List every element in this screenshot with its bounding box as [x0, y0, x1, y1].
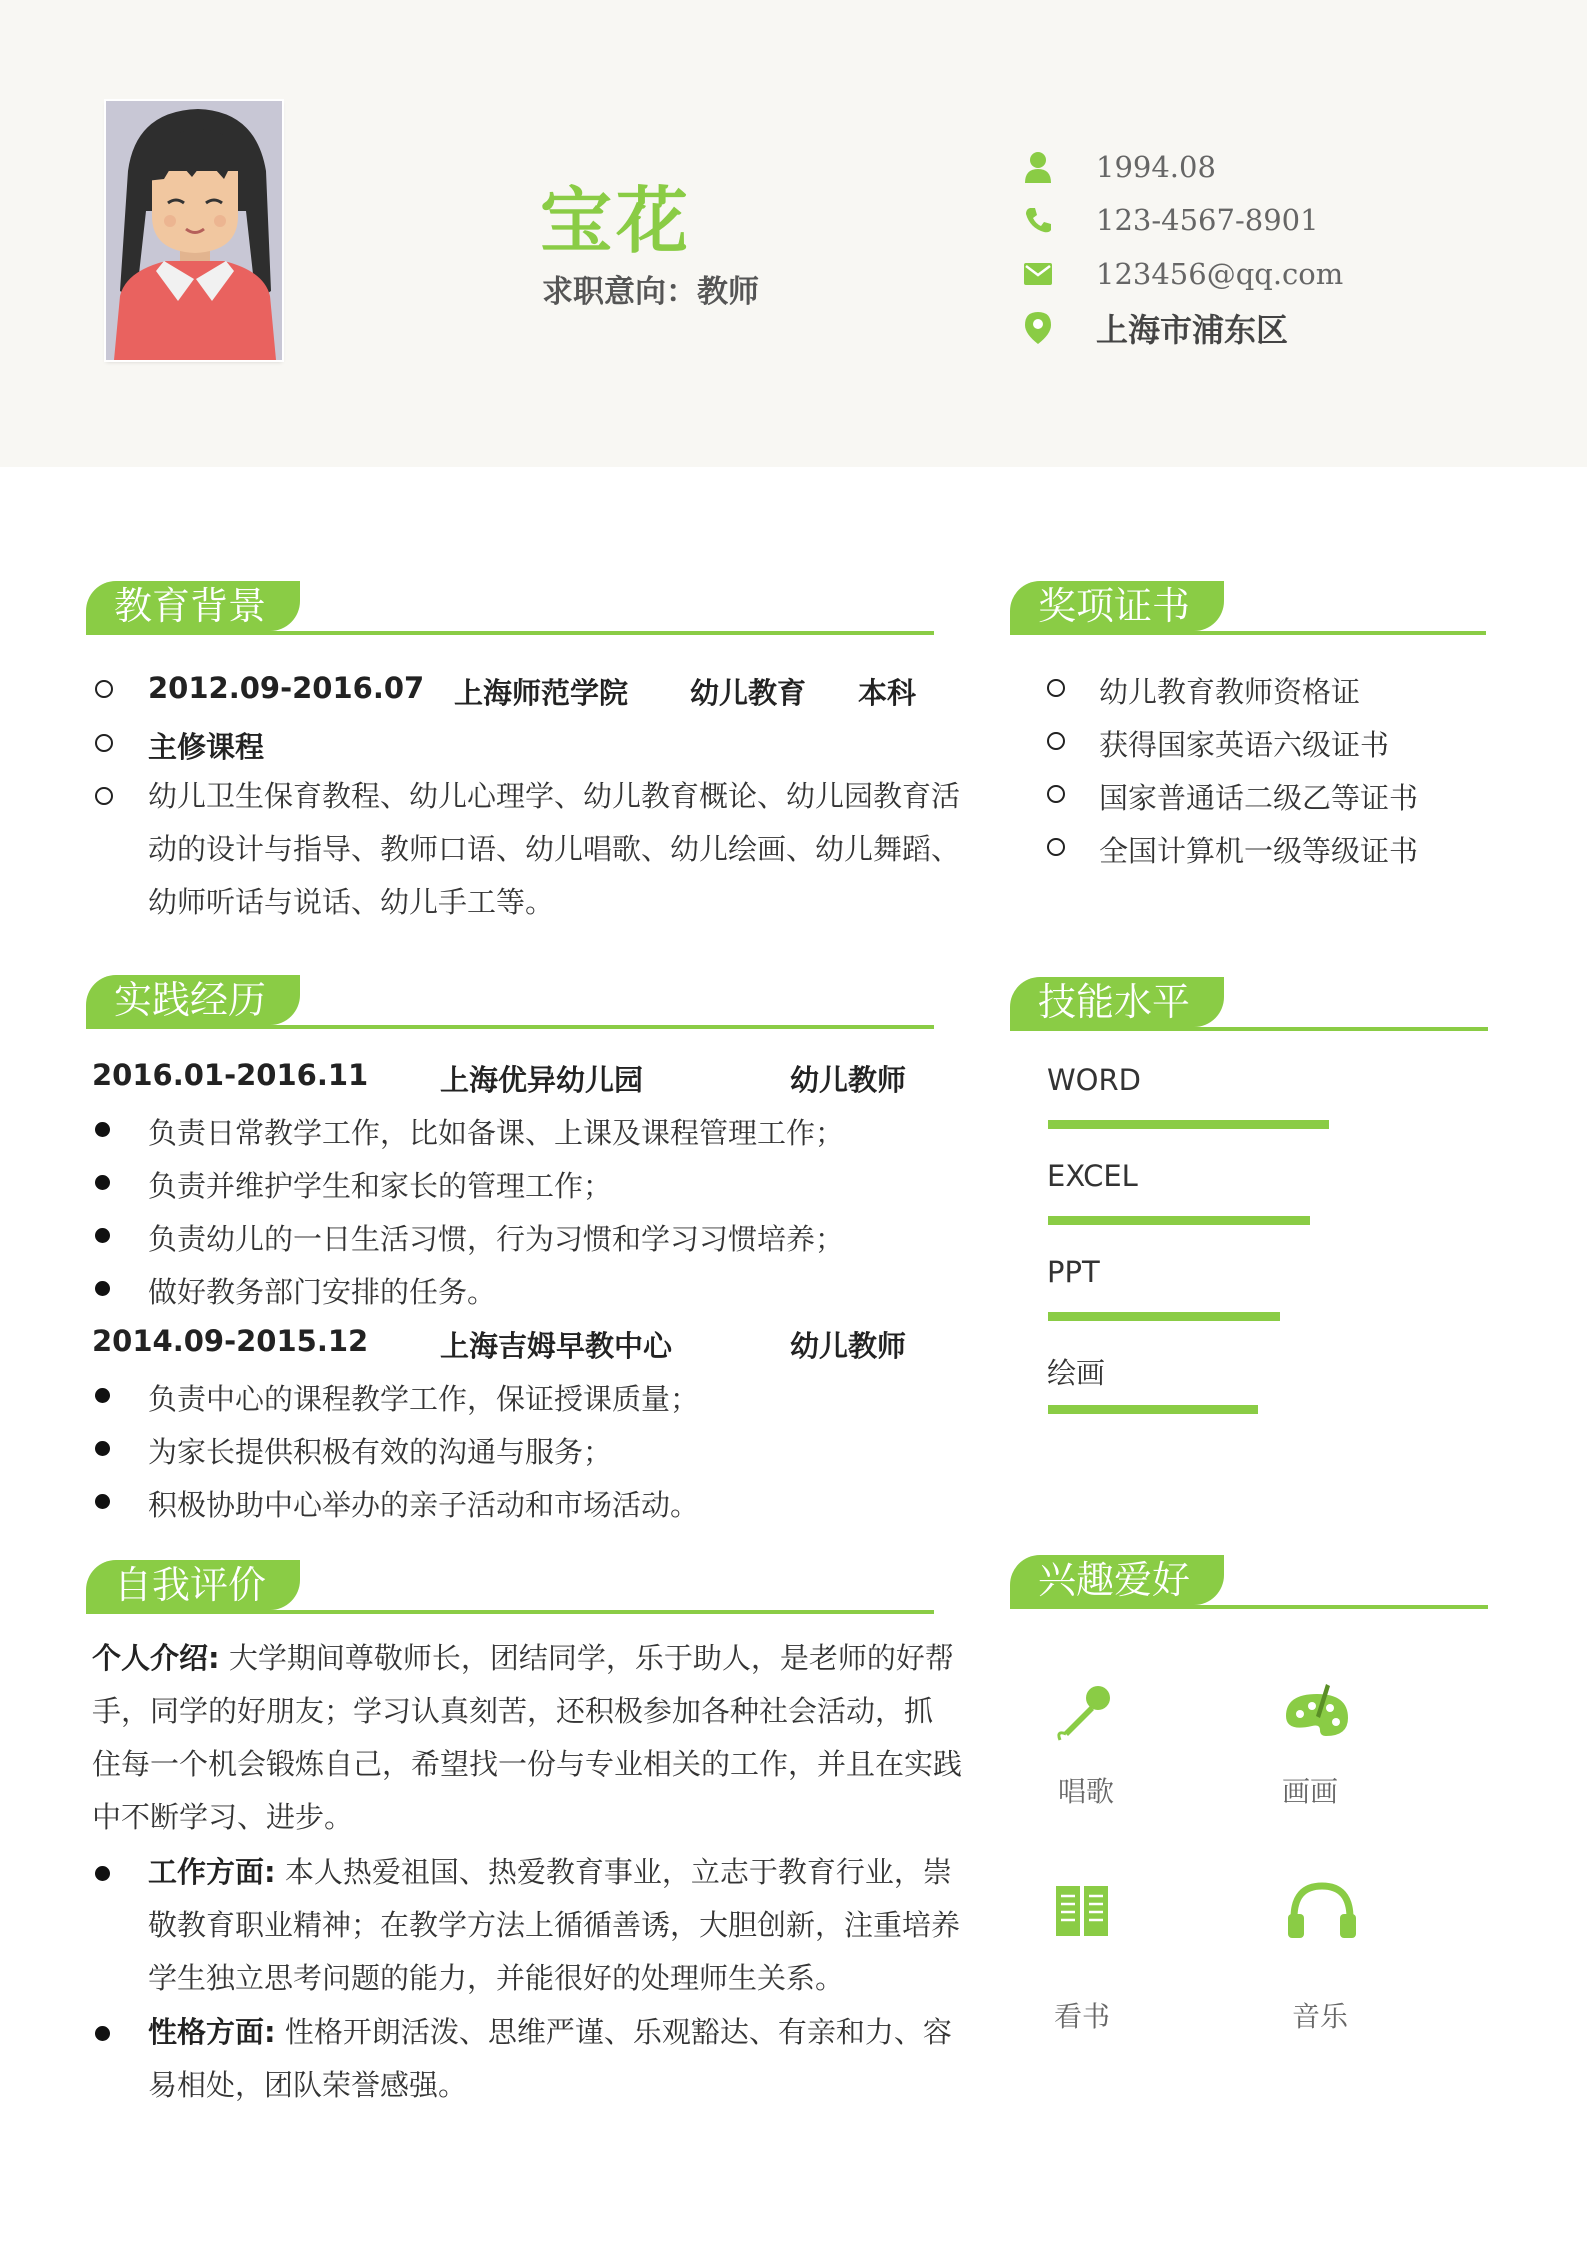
section-divider: [1010, 1027, 1488, 1031]
award-item: 幼儿教育教师资格证: [1099, 675, 1361, 709]
location-pin-icon: [1020, 310, 1056, 346]
skill-name: PPT: [1047, 1255, 1100, 1289]
skill-name: EXCEL: [1047, 1159, 1138, 1193]
intro-label: 个人介绍:: [92, 1641, 220, 1675]
bullet-dot-icon: [95, 1388, 110, 1403]
skill-bar-drawing: [1048, 1405, 1258, 1414]
job-duty: 做好教务部门安排的任务。: [148, 1275, 497, 1309]
skill-bar-ppt: [1048, 1312, 1280, 1321]
section-title: 实践经历: [86, 975, 300, 1025]
mail-icon: [1020, 256, 1056, 292]
award-item: 全国计算机一级等级证书: [1099, 834, 1419, 868]
intro-line: [92, 1632, 954, 1685]
course-line: 动的设计与指导、教师口语、幼儿唱歌、幼儿绘画、幼儿舞蹈、: [148, 832, 961, 866]
contact-email: [1020, 254, 1343, 294]
avatar-illustration-icon: [106, 101, 282, 360]
job-period: 2016.01-2016.11: [92, 1058, 369, 1092]
job-intent: 求职意向：教师: [542, 274, 759, 310]
bullet-dot-icon: [95, 1494, 110, 1509]
contact-phone: [1020, 200, 1319, 240]
ring-bullet-icon: [1047, 679, 1065, 697]
ring-bullet-icon: [95, 680, 113, 698]
course-line: 幼儿卫生保育教程、幼儿心理学、幼儿教育概论、幼儿园教育活: [148, 779, 961, 813]
hobby-label: 画画: [1281, 1775, 1338, 1808]
section-title: 奖项证书: [1010, 581, 1224, 631]
ring-bullet-icon: [1047, 838, 1065, 856]
work-line: 学生独立思考问题的能力，并能很好的处理师生关系。: [148, 1961, 845, 1995]
character-paragraph: [148, 2006, 952, 2112]
intro-paragraph: [92, 1632, 963, 1844]
job-period: 2014.09-2015.12: [92, 1324, 369, 1358]
work-line: 敬教育职业精神；在教学方法上循循善诱，大胆创新，注重培养: [148, 1908, 961, 1942]
hobby-label: 看书: [1053, 2000, 1110, 2033]
bullet-dot-icon: [95, 1122, 110, 1137]
section-divider: [86, 1610, 934, 1614]
job-org: 上海优异幼儿园: [440, 1063, 644, 1097]
phone-icon: [1020, 202, 1056, 238]
character-line: 易相处，团队荣誉感强。: [148, 2068, 468, 2102]
home-address: 上海市浦东区: [1096, 311, 1289, 349]
contact-address: [1020, 308, 1288, 348]
edu-degree: 本科: [858, 676, 917, 710]
ring-bullet-icon: [1047, 732, 1065, 750]
work-label: 工作方面:: [148, 1855, 276, 1889]
bullet-dot-icon: [95, 1866, 110, 1881]
profile-photo: [106, 101, 282, 360]
ring-bullet-icon: [95, 734, 113, 752]
work-line: [148, 1846, 952, 1899]
bullet-dot-icon: [95, 1281, 110, 1296]
character-line: [148, 2006, 952, 2059]
intro-text: 大学期间尊敬师长，团结同学，乐于助人，是老师的好帮: [219, 1641, 954, 1675]
section-title: 技能水平: [1010, 977, 1224, 1027]
course-line: 幼师听话与说话、幼儿手工等。: [148, 885, 555, 919]
skill-name: 绘画: [1047, 1356, 1106, 1390]
job-duty: 积极协助中心举办的亲子活动和市场活动。: [148, 1488, 700, 1522]
course-list: [148, 770, 960, 929]
book-icon: [1052, 1880, 1112, 1944]
microphone-icon: [1054, 1680, 1118, 1748]
section-divider: [1010, 631, 1486, 635]
skill-name: WORD: [1047, 1063, 1141, 1097]
section-header-experience: [86, 975, 934, 1029]
section-title: 教育背景: [86, 581, 300, 631]
candidate-name: 宝花: [540, 179, 693, 263]
section-header-education: [86, 581, 934, 635]
character-text: 性格开朗活泼、思维严谨、乐观豁达、有亲和力、容: [275, 2015, 952, 2049]
bullet-dot-icon: [95, 1441, 110, 1456]
section-header-skills: [1010, 977, 1488, 1031]
section-header-awards: [1010, 581, 1486, 635]
job-org: 上海吉姆早教中心: [440, 1329, 673, 1363]
job-role: 幼儿教师: [790, 1329, 907, 1363]
award-item: 国家普通话二级乙等证书: [1099, 781, 1419, 815]
phone-number: 123-4567-8901: [1096, 203, 1319, 237]
job-duty: 负责幼儿的一日生活习惯，行为习惯和学习习惯培养；: [148, 1222, 845, 1256]
hobby-label: 唱歌: [1057, 1775, 1114, 1808]
section-title: 兴趣爱好: [1010, 1555, 1224, 1605]
ring-bullet-icon: [1047, 785, 1065, 803]
ring-bullet-icon: [95, 787, 113, 805]
course-title: 主修课程: [148, 730, 265, 764]
job-duty: 负责中心的课程教学工作，保证授课质量；: [148, 1382, 700, 1416]
skill-bar-excel: [1048, 1216, 1310, 1225]
section-divider: [86, 1025, 934, 1029]
job-duty: 负责日常教学工作，比如备课、上课及课程管理工作；: [148, 1116, 845, 1150]
person-icon: [1020, 149, 1056, 185]
section-title: 自我评价: [86, 1560, 300, 1610]
edu-period: 2012.09-2016.07: [148, 671, 425, 705]
email-address: 123456@qq.com: [1096, 257, 1344, 291]
character-label: 性格方面:: [148, 2015, 276, 2049]
award-item: 获得国家英语六级证书: [1099, 728, 1390, 762]
work-paragraph: [148, 1846, 961, 2005]
bullet-dot-icon: [95, 1228, 110, 1243]
bullet-dot-icon: [95, 2026, 110, 2041]
work-text: 本人热爱祖国、热爱教育事业，立志于教育行业，崇: [275, 1855, 952, 1889]
birth-date: 1994.08: [1096, 150, 1216, 184]
skill-bar-word: [1048, 1120, 1329, 1129]
contact-birth: [1020, 147, 1216, 187]
intro-line: 中不断学习、进步。: [92, 1800, 354, 1834]
palette-icon: [1282, 1680, 1352, 1748]
edu-major: 幼儿教育: [690, 676, 807, 710]
job-role: 幼儿教师: [790, 1063, 907, 1097]
intro-line: 手，同学的好朋友；学习认真刻苦，还积极参加各种社会活动，抓: [92, 1694, 934, 1728]
intro-line: 住每一个机会锻炼自己，希望找一份与专业相关的工作，并且在实践: [92, 1747, 963, 1781]
section-divider: [1010, 1605, 1488, 1609]
section-header-self-eval: [86, 1560, 934, 1614]
edu-school: 上海师范学院: [454, 676, 629, 710]
hobby-label: 音乐: [1291, 2000, 1348, 2033]
section-divider: [86, 631, 934, 635]
job-duty: 负责并维护学生和家长的管理工作；: [148, 1169, 613, 1203]
section-header-hobbies: [1010, 1555, 1488, 1609]
headphones-icon: [1286, 1880, 1358, 1944]
job-duty: 为家长提供积极有效的沟通与服务；: [148, 1435, 613, 1469]
bullet-dot-icon: [95, 1175, 110, 1190]
